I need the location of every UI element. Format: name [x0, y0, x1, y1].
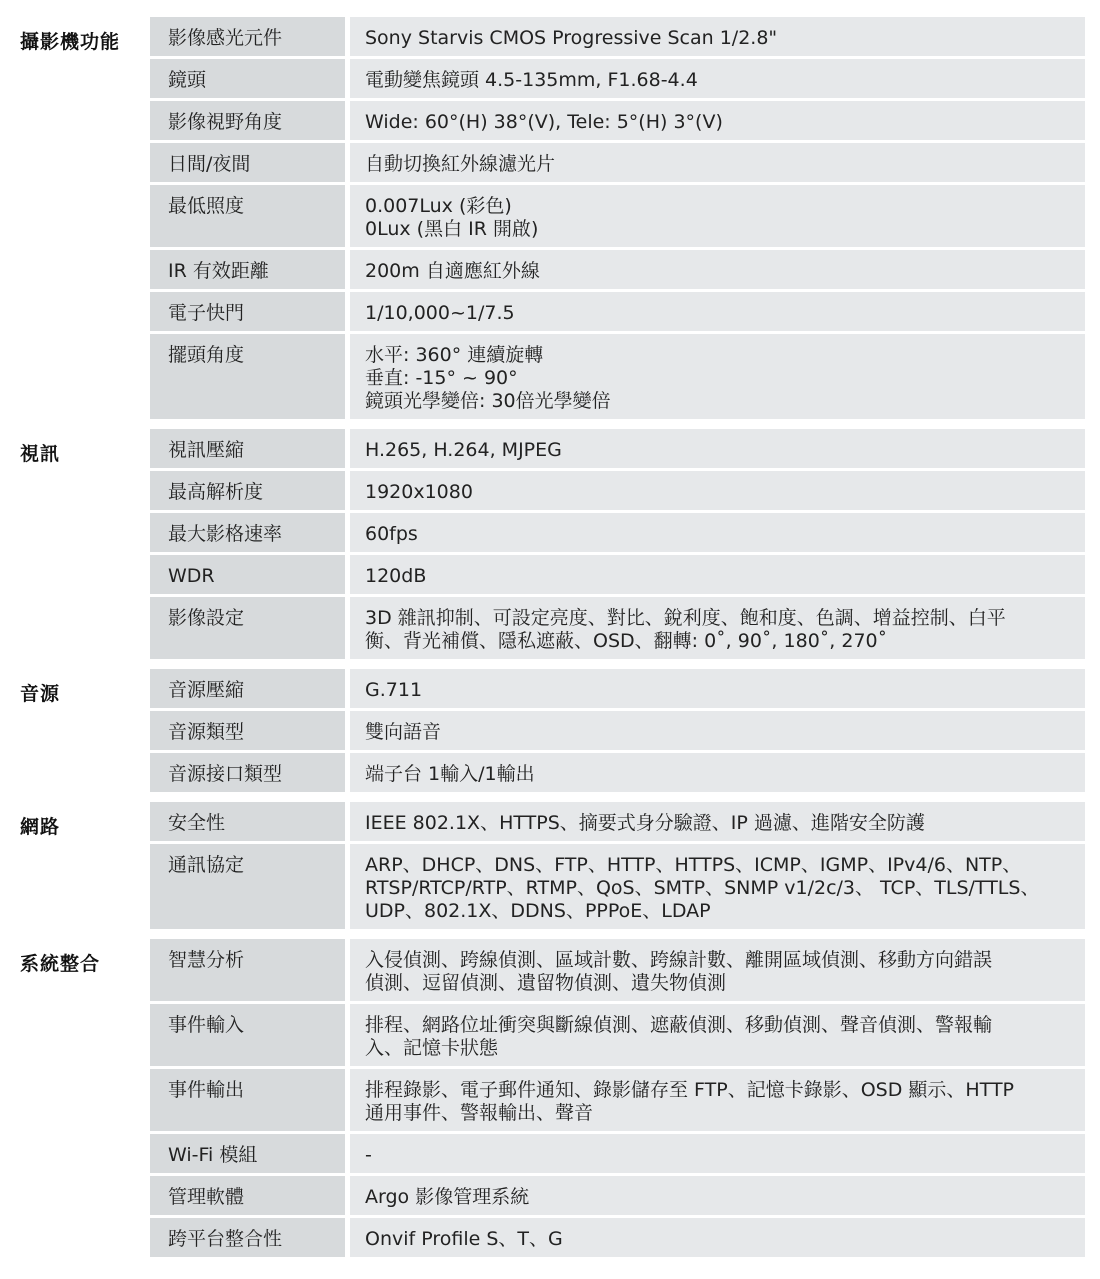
spec-row [150, 844, 1085, 929]
spec-row [150, 711, 1085, 753]
spec-label: 最低照度 [150, 185, 345, 247]
spec-label: 影像感光元件 [150, 17, 345, 56]
spec-row [150, 250, 1085, 292]
spec-section [0, 17, 1100, 419]
spec-value [350, 555, 1085, 594]
spec-section [0, 669, 1100, 792]
spec-label: Wi-Fi 模組 [150, 1134, 345, 1173]
spec-row [150, 597, 1085, 659]
spec-row [150, 292, 1085, 334]
spec-label: 音源壓縮 [150, 669, 345, 708]
spec-label: 音源類型 [150, 711, 345, 750]
spec-label: 安全性 [150, 802, 345, 841]
section-title: 音源 [20, 683, 61, 705]
spec-value-line: 入、記憶卡狀態 [365, 1037, 499, 1059]
spec-value [350, 59, 1085, 98]
spec-value-line: 衡、背光補償、隱私遮蔽、OSD、翻轉: 0˚, 90˚, 180˚, 270˚ [365, 630, 888, 652]
spec-value-line: Wide: 60°(H) 38°(V), Tele: 5°(H) 3°(V) [365, 111, 723, 133]
spec-value [350, 185, 1085, 247]
spec-rows [150, 939, 1085, 1257]
spec-value [350, 669, 1085, 708]
spec-value-line: 垂直: -15° ~ 90° [365, 367, 518, 389]
spec-value-line: 0Lux (黑白 IR 開啟) [365, 218, 539, 240]
spec-rows [150, 669, 1085, 792]
spec-row [150, 1218, 1085, 1257]
spec-value [350, 143, 1085, 182]
spec-label: 擺頭角度 [150, 334, 345, 419]
spec-label: 事件輸出 [150, 1069, 345, 1131]
spec-row [150, 802, 1085, 844]
spec-value-line: 端子台 1輸入/1輸出 [365, 763, 535, 785]
spec-value [350, 1134, 1085, 1173]
spec-label: 電子快門 [150, 292, 345, 331]
spec-value [350, 1069, 1085, 1131]
spec-value-line: 200m 自適應紅外線 [365, 260, 540, 282]
spec-value-line: 鏡頭光學變倍: 30倍光學變倍 [365, 390, 611, 412]
spec-label: 管理軟體 [150, 1176, 345, 1215]
spec-value-line: H.265, H.264, MJPEG [365, 439, 562, 461]
spec-label: 通訊協定 [150, 844, 345, 929]
spec-row [150, 143, 1085, 185]
spec-value-line: 雙向語音 [365, 721, 442, 743]
spec-value [350, 471, 1085, 510]
spec-value-line: 水平: 360° 連續旋轉 [365, 344, 544, 366]
spec-row [150, 555, 1085, 597]
spec-row [150, 334, 1085, 419]
spec-row [150, 939, 1085, 1004]
spec-value-line: 排程錄影、電子郵件通知、錄影儲存至 FTP、記憶卡錄影、OSD 顯示、HTTP [365, 1079, 1015, 1101]
spec-value-line: Argo 影像管理系統 [365, 1186, 530, 1208]
spec-value-line: RTSP/RTCP/RTP、RTMP、QoS、SMTP、SNMP v1/2c/3、 TCP、TLS/TTLS、 [365, 877, 1040, 899]
spec-label: 智慧分析 [150, 939, 345, 1001]
spec-label: 跨平台整合性 [150, 1218, 345, 1257]
spec-row [150, 17, 1085, 59]
section-gap [0, 659, 1100, 669]
section-title: 視訊 [20, 443, 61, 465]
spec-value-line: 自動切換紅外線濾光片 [365, 153, 556, 175]
spec-value-line: 入侵偵測、跨線偵測、區域計數、跨線計數、離開區域偵測、移動方向錯誤 [365, 949, 993, 971]
spec-value [350, 429, 1085, 468]
spec-value-line: G.711 [365, 679, 423, 701]
spec-value-line: - [365, 1144, 372, 1166]
spec-value [350, 939, 1085, 1001]
spec-value [350, 1004, 1085, 1066]
spec-value [350, 334, 1085, 419]
spec-value-line: 3D 雜訊抑制、可設定亮度、對比、銳利度、飽和度、色調、增益控制、白平 [365, 607, 1006, 629]
spec-rows [150, 17, 1085, 419]
spec-row [150, 1069, 1085, 1134]
spec-value [350, 597, 1085, 659]
spec-row [150, 1176, 1085, 1218]
spec-label: 影像設定 [150, 597, 345, 659]
spec-value-line: 通用事件、警報輸出、聲音 [365, 1102, 594, 1124]
spec-value-line: IEEE 802.1X、HTTPS、摘要式身分驗證、IP 過濾、進階安全防護 [365, 812, 925, 834]
spec-value [350, 513, 1085, 552]
spec-section [0, 802, 1100, 929]
section-title: 攝影機功能 [20, 31, 121, 53]
spec-value [350, 1176, 1085, 1215]
spec-rows [150, 802, 1085, 929]
spec-row [150, 753, 1085, 792]
spec-row [150, 101, 1085, 143]
spec-row [150, 669, 1085, 711]
spec-value [350, 844, 1085, 929]
spec-value-line: 偵測、逗留偵測、遺留物偵測、遺失物偵測 [365, 972, 727, 994]
spec-value [350, 292, 1085, 331]
section-title: 系統整合 [20, 953, 101, 975]
spec-row [150, 185, 1085, 250]
spec-row [150, 59, 1085, 101]
spec-value [350, 250, 1085, 289]
spec-label: 最大影格速率 [150, 513, 345, 552]
spec-value-line: UDP、802.1X、DDNS、PPPoE、LDAP [365, 900, 711, 922]
spec-label: WDR [150, 555, 345, 594]
section-gap [0, 929, 1100, 939]
spec-value [350, 101, 1085, 140]
spec-row [150, 1004, 1085, 1069]
spec-section [0, 939, 1100, 1257]
section-title: 網路 [20, 816, 61, 838]
spec-label: 視訊壓縮 [150, 429, 345, 468]
spec-label: 事件輸入 [150, 1004, 345, 1066]
spec-value-line: 電動變焦鏡頭 4.5-135mm, F1.68-4.4 [365, 69, 698, 91]
spec-value [350, 1218, 1085, 1257]
spec-label: 影像視野角度 [150, 101, 345, 140]
spec-row [150, 513, 1085, 555]
spec-label: 日間/夜間 [150, 143, 345, 182]
spec-row [150, 471, 1085, 513]
spec-value-line: 120dB [365, 565, 427, 587]
spec-value-line: Onvif Profile S、T、G [365, 1228, 563, 1250]
spec-value-line: 排程、網路位址衝突與斷線偵測、遮蔽偵測、移動偵測、聲音偵測、警報輸 [365, 1014, 993, 1036]
spec-row [150, 1134, 1085, 1176]
spec-value-line: 1/10,000~1/7.5 [365, 302, 515, 324]
spec-label: IR 有效距離 [150, 250, 345, 289]
spec-rows [150, 429, 1085, 659]
spec-section [0, 429, 1100, 659]
section-gap [0, 792, 1100, 802]
spec-value-line: 0.007Lux (彩色) [365, 195, 512, 217]
spec-label: 最高解析度 [150, 471, 345, 510]
spec-value [350, 753, 1085, 792]
spec-label: 鏡頭 [150, 59, 345, 98]
spec-value-line: 1920x1080 [365, 481, 473, 503]
spec-row [150, 429, 1085, 471]
spec-label: 音源接口類型 [150, 753, 345, 792]
spec-value [350, 802, 1085, 841]
section-gap [0, 419, 1100, 429]
spec-value-line: ARP、DHCP、DNS、FTP、HTTP、HTTPS、ICMP、IGMP、IPv4/6、NTP、 [365, 854, 1022, 876]
spec-value-line: 60fps [365, 523, 418, 545]
spec-value [350, 17, 1085, 56]
spec-value [350, 711, 1085, 750]
spec-value-line: Sony Starvis CMOS Progressive Scan 1/2.8" [365, 27, 778, 49]
